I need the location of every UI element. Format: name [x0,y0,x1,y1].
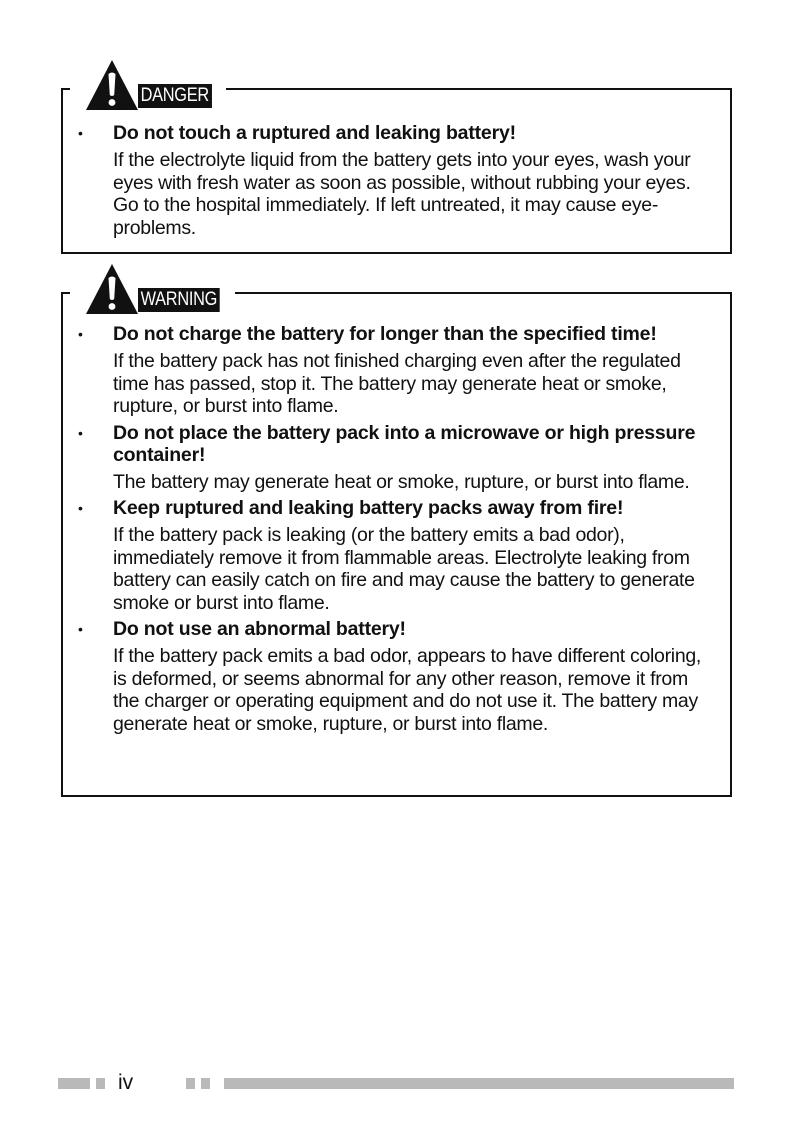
item-title: Do not place the battery pack into a microwave or high pressure container! [113,421,696,466]
footer-bar [186,1078,195,1089]
bullet: • [78,621,83,637]
warning-triangle-icon [84,58,140,112]
bullet: • [78,326,83,342]
item-body: If the battery pack is leaking (or the battery emits a bad odor), immediately remove it from flammable areas. Electrolyte leaking from battery can easily catch on fire and may cause the battery to generate smoke or burst into flame. [113,524,695,614]
list-item [78,422,708,494]
list-item [78,323,708,418]
item-title: Do not touch a ruptured and leaking battery! [113,122,516,144]
list-item [78,122,708,239]
danger-label [70,58,226,112]
footer-bar [96,1078,105,1089]
item-title: Do not use an abnormal battery! [113,618,406,640]
footer-bar [224,1078,734,1089]
list-item [78,618,708,735]
warning-list [78,323,708,739]
item-title: Do not charge the battery for longer than the specified time! [113,323,657,345]
item-title: Keep ruptured and leaking battery packs away from fire! [113,497,624,519]
bullet: • [78,424,83,441]
page-footer [0,1070,795,1098]
warning-label [70,262,235,316]
item-body: The battery may generate heat or smoke, rupture, or burst into flame. [113,470,690,493]
bullet: • [78,500,83,516]
warning-label-text: WARNING [138,288,220,312]
page-number: iv [118,1071,134,1094]
bullet: • [78,125,83,141]
item-body: If the battery pack emits a bad odor, appears to have different coloring, is deformed, or seems abnormal for any other reason, remove it from the charger or operating equipment and do not use it. The battery may generate heat or smoke, rupture, or burst into flame. [113,645,702,735]
item-body: If the battery pack has not finished charging even after the regulated time has passed, stop it. The battery may generate heat or smoke, rupture, or burst into flame. [113,350,681,417]
footer-bar [201,1078,210,1089]
danger-list [78,122,708,243]
footer-bar [58,1078,90,1089]
item-body: If the electrolyte liquid from the battery gets into your eyes, wash your eyes with fresh water as soon as possible, without rubbing your eyes. Go to the hospital immediately. If left untreated, it may cause eye-problems. [113,149,691,239]
danger-label-text: DANGER [138,84,212,108]
warning-triangle-icon [84,262,140,316]
list-item [78,497,708,614]
